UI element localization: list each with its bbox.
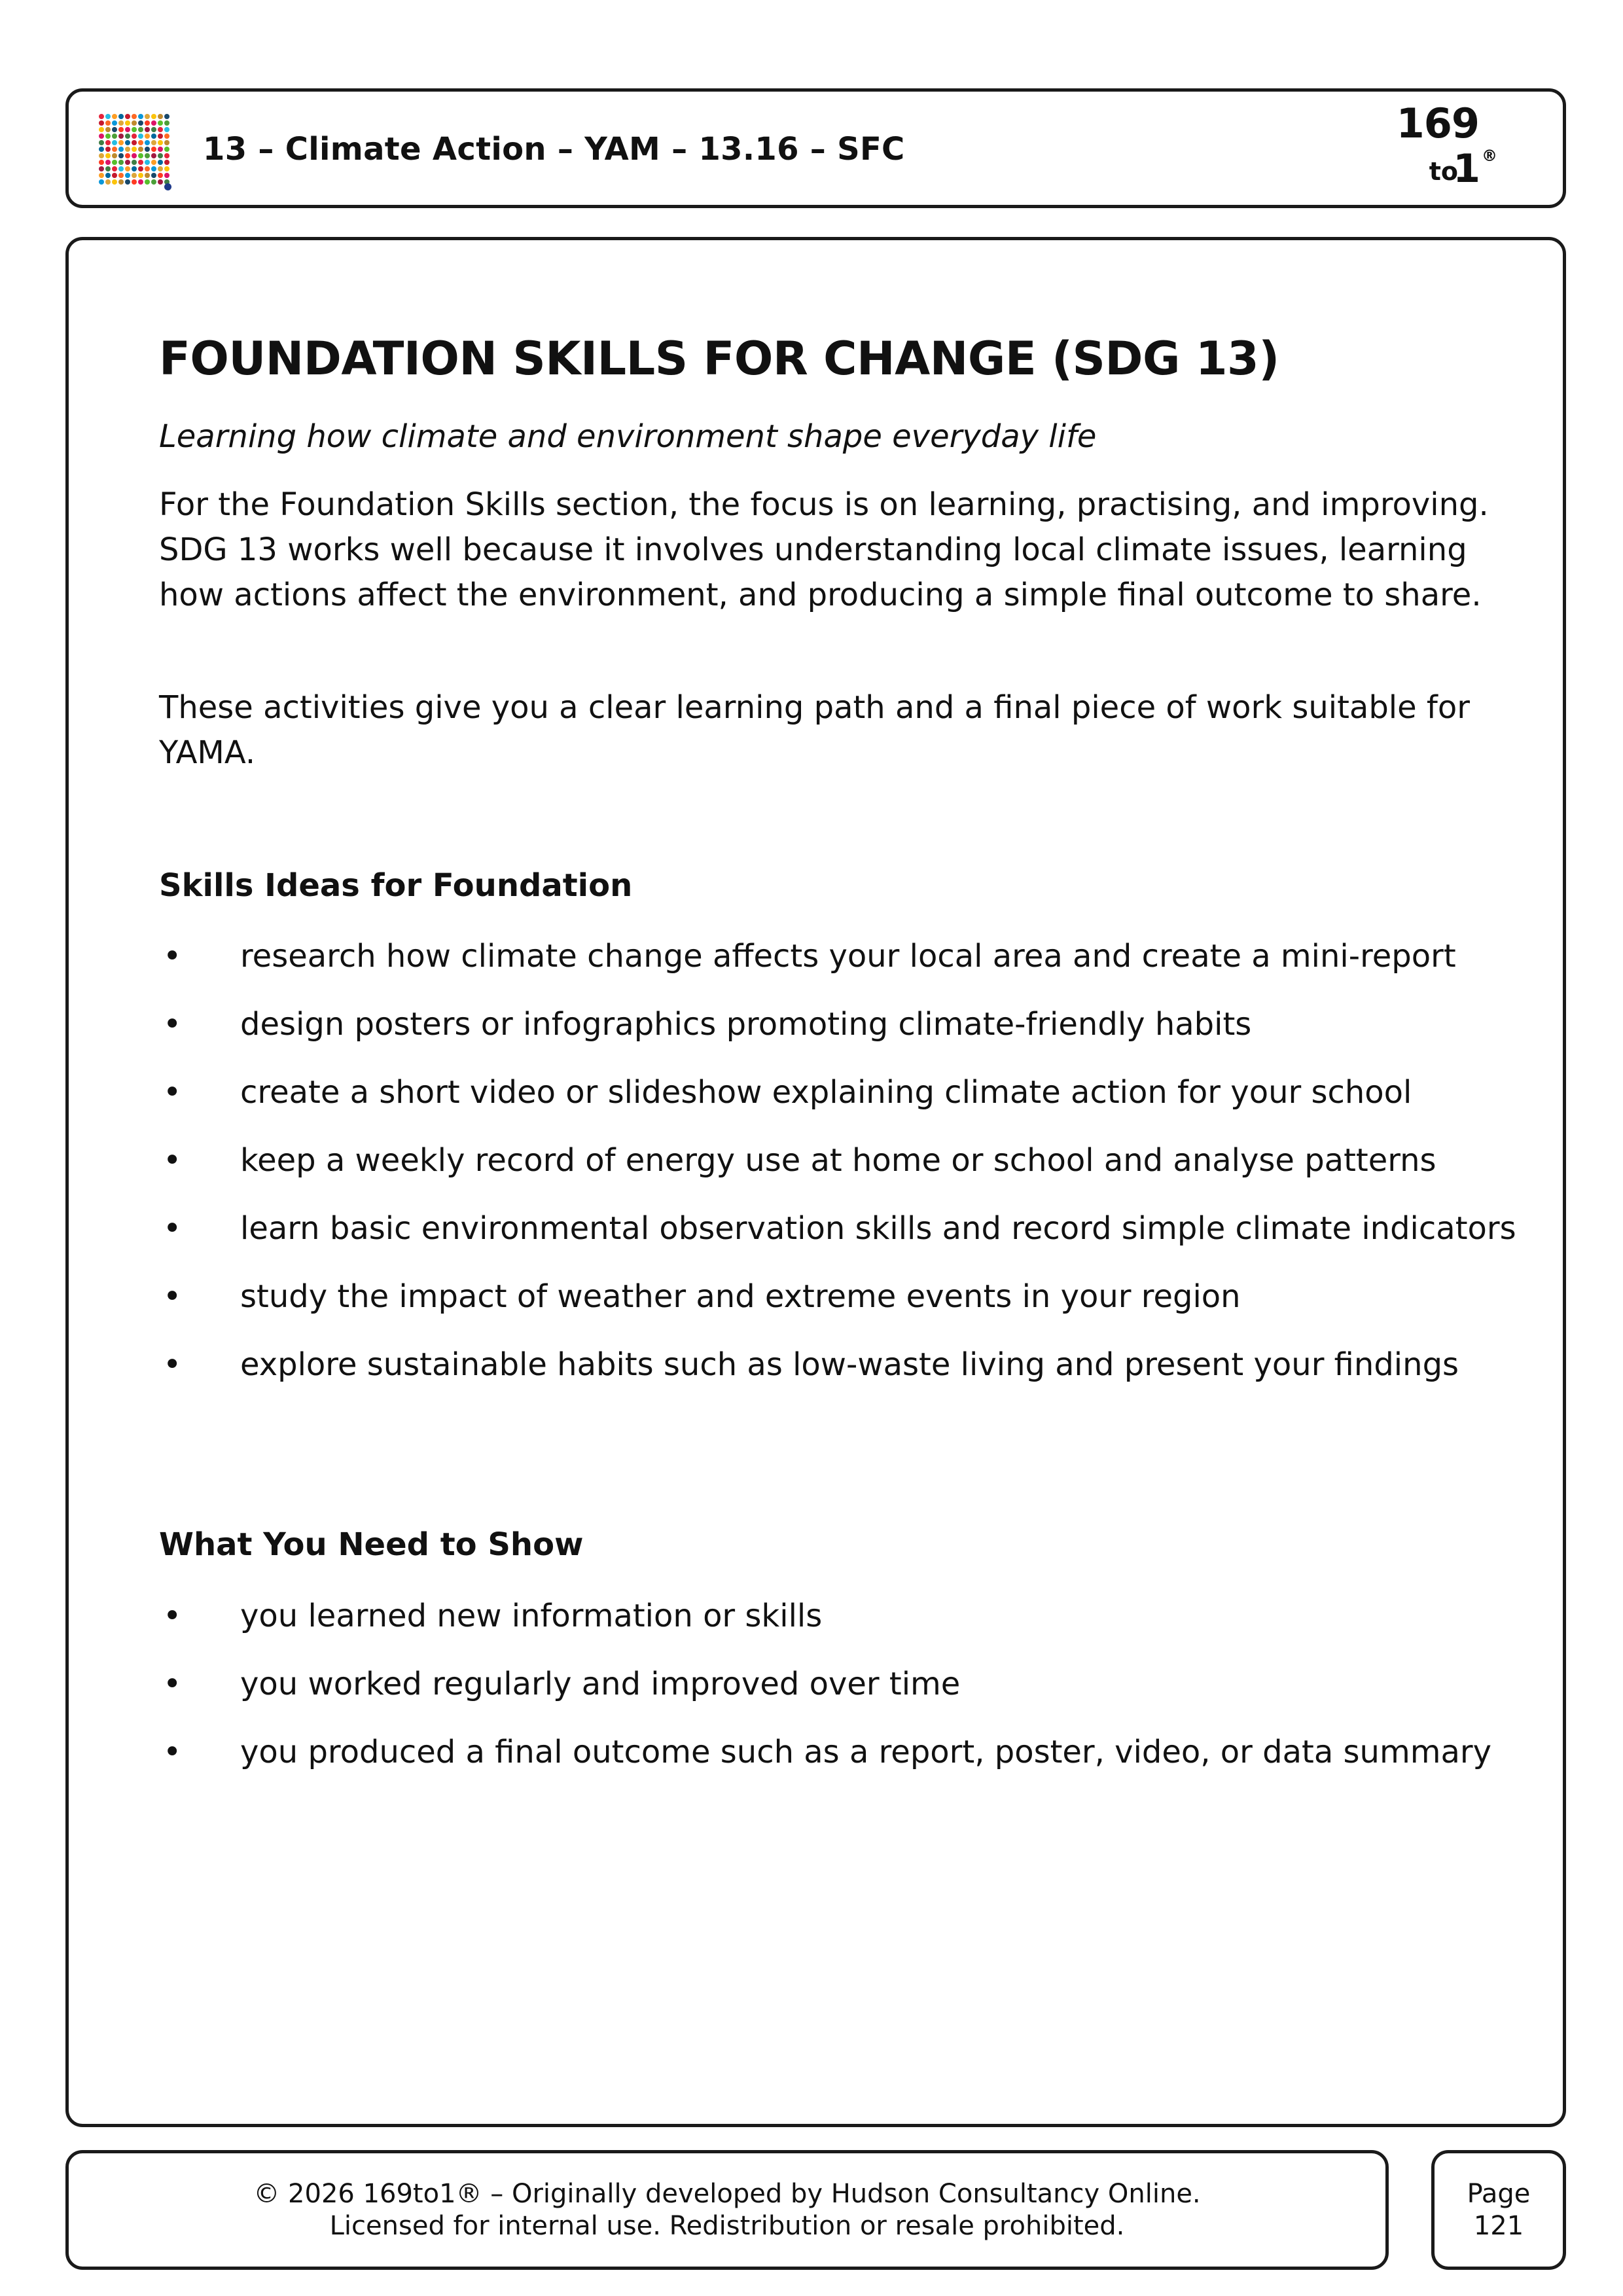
logo-dot	[99, 147, 104, 152]
page-subtitle: Learning how climate and environment shape everyday life	[159, 418, 1097, 455]
bullet-icon: •	[163, 1278, 182, 1315]
list-item-text: you worked regularly and improved over time	[240, 1666, 961, 1702]
list-item	[159, 1662, 1520, 1707]
logo-dot	[164, 140, 169, 145]
list-item	[159, 1274, 1520, 1319]
logo-dot	[132, 173, 137, 178]
logo-dot	[164, 166, 169, 171]
logo-dot	[132, 147, 137, 152]
logo-dot	[105, 114, 111, 119]
bullet-icon: •	[163, 1006, 182, 1043]
bullet-icon: •	[163, 1142, 182, 1179]
logo-dot	[164, 147, 169, 152]
page-label: Page	[1467, 2179, 1531, 2209]
logo-dot	[164, 134, 169, 139]
logo-dot	[151, 134, 156, 139]
logo-dot	[125, 166, 130, 171]
page-header	[65, 88, 1566, 208]
logo-dot	[138, 153, 143, 158]
bullet-icon: •	[163, 1210, 182, 1247]
bullet-icon: •	[163, 938, 182, 975]
logo-dot	[158, 173, 163, 178]
logo-dot	[132, 179, 137, 185]
logo-dot	[118, 134, 124, 139]
logo-dot	[164, 127, 169, 132]
logo-dot	[158, 134, 163, 139]
logo-dot	[138, 147, 143, 152]
logo-dot	[132, 160, 137, 165]
logo-dot	[151, 173, 156, 178]
logo-dot	[118, 120, 124, 126]
logo-dot	[158, 153, 163, 158]
logo-dot	[125, 120, 130, 126]
logo-dot	[118, 160, 124, 165]
logo-dot	[151, 114, 156, 119]
list-item-text: design posters or infographics promoting climate-friendly habits	[240, 1006, 1252, 1043]
logo-dot	[132, 134, 137, 139]
logo-dot	[112, 173, 117, 178]
skills-list	[159, 934, 1520, 1410]
logo-dot	[99, 179, 104, 185]
logo-dot	[125, 179, 130, 185]
logo-dot	[105, 120, 111, 126]
logo-dot	[164, 153, 169, 158]
logo-dot	[138, 173, 143, 178]
logo-dot	[118, 179, 124, 185]
bullet-icon: •	[163, 1074, 182, 1111]
list-item	[159, 1138, 1520, 1183]
logo-dot	[151, 120, 156, 126]
logo-dot	[112, 120, 117, 126]
main-content	[65, 237, 1566, 2127]
list-item-text: study the impact of weather and extreme events in your region	[240, 1278, 1241, 1315]
license-line: Licensed for internal use. Redistribution or resale prohibited.	[329, 2211, 1125, 2241]
logo-dot	[145, 179, 150, 185]
list-item-text: keep a weekly record of energy use at home or school and analyse patterns	[240, 1142, 1436, 1179]
logo-dot	[118, 153, 124, 158]
header-title: 13 – Climate Action – YAM – 13.16 – SFC	[203, 131, 905, 168]
list-item-text: explore sustainable habits such as low-waste living and present your findings	[240, 1346, 1459, 1383]
logo-dot	[164, 173, 169, 178]
logo-dot	[112, 179, 117, 185]
logo-dot	[99, 120, 104, 126]
intro-paragraph: These activities give you a clear learning path and a final piece of work suitable for YAMA.	[159, 689, 1470, 771]
list-item-text: you learned new information or skills	[240, 1598, 823, 1634]
list-item-text: create a short video or slideshow explaining climate action for your school	[240, 1074, 1412, 1111]
logo-dot	[138, 120, 143, 126]
page-indicator	[1435, 2178, 1563, 2242]
bullet-icon: •	[163, 1734, 182, 1770]
brand-one-digit: 1	[1453, 146, 1480, 192]
list-item-text: learn basic environmental observation skills and record simple climate indicators	[240, 1210, 1516, 1247]
logo-dot	[164, 114, 169, 119]
logo-dot	[112, 134, 117, 139]
logo-dot	[145, 160, 150, 165]
logo-dot	[105, 173, 111, 178]
logo-dot	[105, 140, 111, 145]
logo-dot	[99, 166, 104, 171]
logo-dot	[151, 140, 156, 145]
logo-dot	[99, 160, 104, 165]
logo-dot	[158, 140, 163, 145]
intro-paragraph: For the Foundation Skills section, the focus is on learning, practising, and improving. SDG 13 works well because it involves understanding local climate issues, learning how actions affect the environment, and producing a simple final outcome to share.	[159, 486, 1489, 613]
logo-dot	[105, 166, 111, 171]
list-item	[159, 1070, 1520, 1115]
list-item	[159, 934, 1520, 979]
list-item	[159, 1342, 1520, 1388]
brand-number: 169	[1396, 99, 1479, 147]
logo-dot	[132, 127, 137, 132]
logo-dot	[151, 179, 156, 185]
bullet-icon: •	[163, 1346, 182, 1383]
logo-dot	[132, 166, 137, 171]
logo-dot	[105, 153, 111, 158]
logo-dot	[105, 160, 111, 165]
logo-dot	[145, 147, 150, 152]
list-item	[159, 1002, 1520, 1047]
logo-dot	[158, 127, 163, 132]
logo-dot	[125, 114, 130, 119]
logo-dot	[158, 160, 163, 165]
logo-dot	[125, 160, 130, 165]
logo-dot	[125, 127, 130, 132]
show-list	[159, 1594, 1520, 1798]
logo-dot	[132, 153, 137, 158]
page-number-box	[1431, 2150, 1566, 2270]
list-item	[159, 1206, 1520, 1251]
logo-dot	[151, 160, 156, 165]
logo-dot	[164, 120, 169, 126]
logo-dot	[132, 120, 137, 126]
logo-dot	[112, 153, 117, 158]
logo-dot	[138, 114, 143, 119]
copyright-line: © 2026 169to1® – Originally developed by Hudson Consultancy Online.	[253, 2179, 1201, 2209]
list-item-text: you produced a final outcome such as a report, poster, video, or data summary	[240, 1734, 1492, 1770]
logo-dot	[158, 166, 163, 171]
page-number: 121	[1473, 2211, 1524, 2241]
logo-dot	[151, 153, 156, 158]
list-item	[159, 1594, 1520, 1639]
logo-dot	[118, 127, 124, 132]
logo-dot	[125, 173, 130, 178]
logo-dot	[158, 179, 163, 185]
logo-dot	[125, 134, 130, 139]
logo-dot	[132, 114, 137, 119]
logo-dot	[145, 120, 150, 126]
logo-dot	[112, 166, 117, 171]
logo-dot	[125, 153, 130, 158]
logo-dot	[105, 134, 111, 139]
logo-dot	[151, 166, 156, 171]
logo-dot	[145, 114, 150, 119]
logo-dot	[138, 179, 143, 185]
logo-dot	[112, 140, 117, 145]
logo-dot	[151, 127, 156, 132]
logo-dot	[99, 127, 104, 132]
brand-to: to	[1429, 157, 1458, 186]
logo-dot	[125, 147, 130, 152]
logo-dot	[105, 127, 111, 132]
logo-dot	[158, 114, 163, 119]
logo-dot	[99, 153, 104, 158]
logo-dot	[151, 147, 156, 152]
brand-one	[1453, 146, 1497, 192]
logo-dot	[145, 134, 150, 139]
logo-dot	[99, 114, 104, 119]
logo-dot	[145, 153, 150, 158]
logo-dot	[118, 173, 124, 178]
logo-dot	[145, 140, 150, 145]
logo-dot	[112, 160, 117, 165]
logo-dot	[138, 134, 143, 139]
logo-dot	[118, 140, 124, 145]
logo-dot	[158, 147, 163, 152]
sdg-color-grid-logo-icon	[99, 114, 169, 185]
logo-dot	[138, 160, 143, 165]
bullet-icon: •	[163, 1666, 182, 1702]
logo-dot	[112, 114, 117, 119]
logo-dot	[145, 166, 150, 171]
show-heading: What You Need to Show	[159, 1526, 584, 1563]
logo-dot	[138, 127, 143, 132]
logo-dot	[145, 173, 150, 178]
logo-dot	[105, 147, 111, 152]
logo-dot	[118, 147, 124, 152]
page-title: FOUNDATION SKILLS FOR CHANGE (SDG 13)	[159, 332, 1279, 386]
list-item-text: research how climate change affects your local area and create a mini-report	[240, 938, 1456, 975]
logo-dot	[118, 114, 124, 119]
footer-text	[69, 2178, 1385, 2242]
logo-dot	[105, 179, 111, 185]
logo-dot	[99, 173, 104, 178]
logo-dot	[112, 147, 117, 152]
logo-dot	[158, 120, 163, 126]
logo-dot	[99, 134, 104, 139]
logo-dot	[132, 140, 137, 145]
page-footer	[65, 2150, 1389, 2270]
logo-dot	[118, 166, 124, 171]
bullet-icon: •	[163, 1598, 182, 1634]
logo-dot-icon	[164, 183, 171, 190]
logo-dot	[164, 160, 169, 165]
logo-dot	[99, 140, 104, 145]
list-item	[159, 1730, 1520, 1775]
logo-dot	[112, 127, 117, 132]
brand-registered-mark: ®	[1482, 147, 1497, 165]
skills-heading: Skills Ideas for Foundation	[159, 867, 633, 904]
logo-dot	[145, 127, 150, 132]
logo-dot	[138, 166, 143, 171]
logo-dot	[138, 140, 143, 145]
logo-dot	[125, 140, 130, 145]
